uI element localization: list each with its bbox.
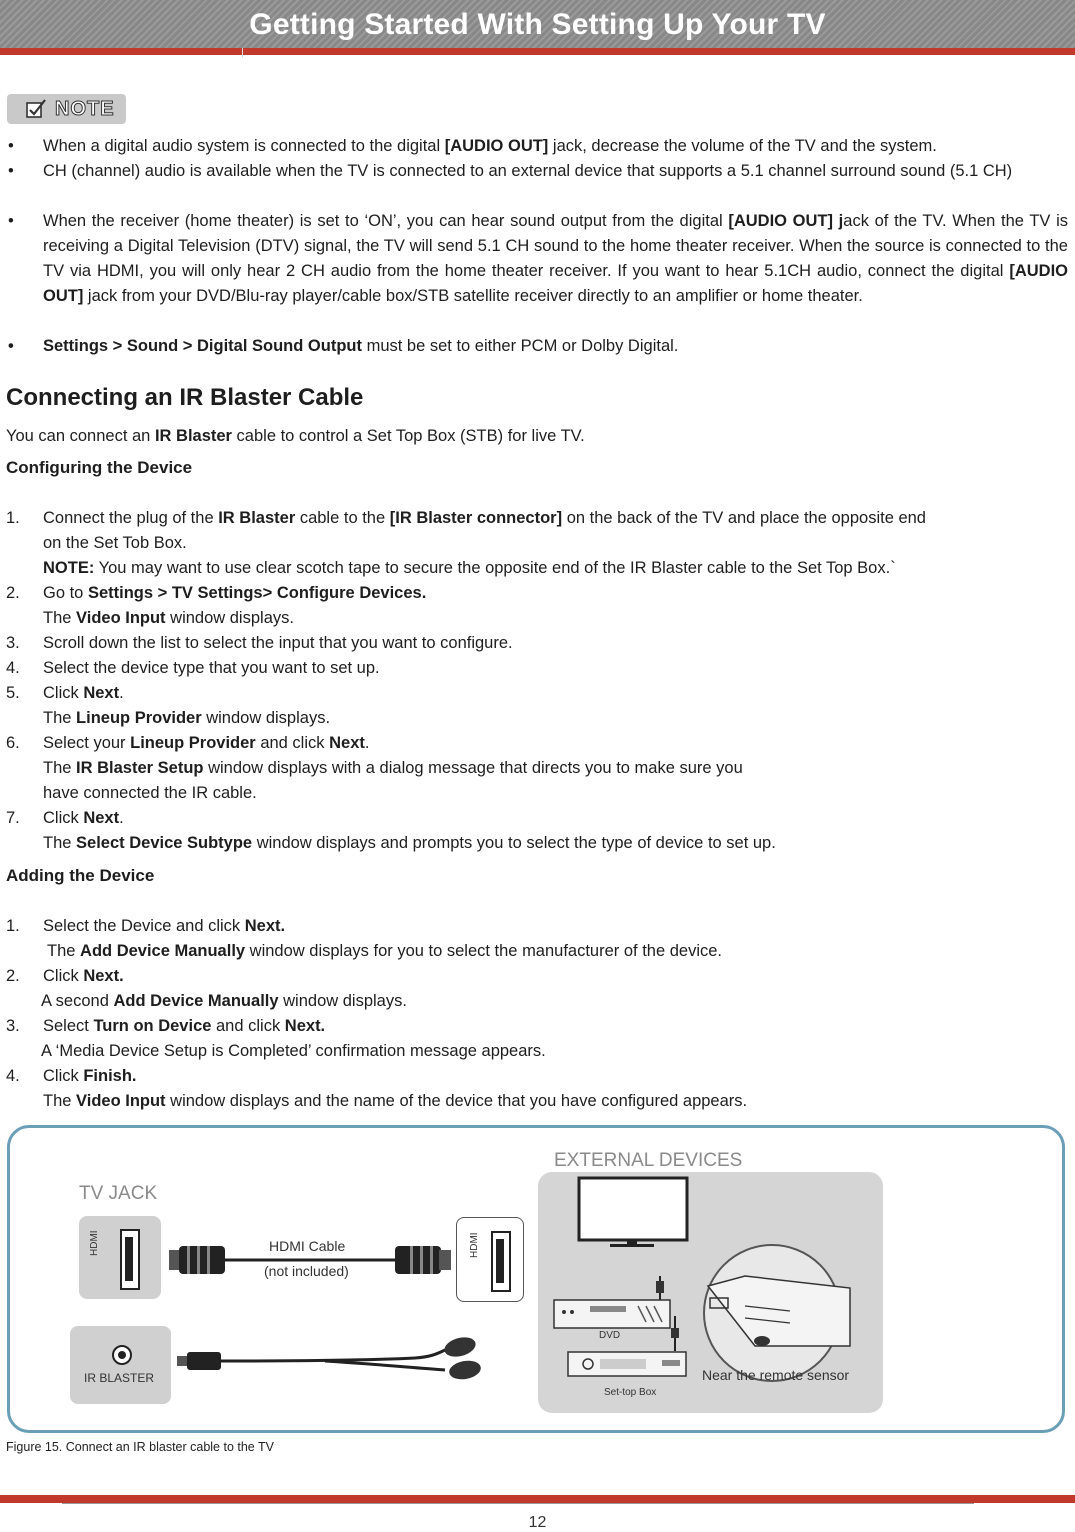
- header-tick: [242, 48, 243, 58]
- step-number: 4.: [6, 1067, 20, 1085]
- bullet-dot: •: [8, 137, 14, 155]
- config-step-2-sub: The Video Input window displays.: [43, 609, 294, 627]
- header-divider: [0, 48, 1075, 55]
- dvd-icon: [554, 1300, 670, 1328]
- hdmi-port-icon: [120, 1229, 140, 1290]
- near-remote-sensor-label: Near the remote sensor: [702, 1367, 850, 1383]
- step-number: 1.: [6, 509, 20, 527]
- ir-blaster-cable-icon: [175, 1330, 495, 1390]
- page-number: 12: [528, 1514, 547, 1531]
- config-step-7-sub: The Select Device Subtype window displays and prompts you to select the type of device to set up.: [43, 834, 776, 852]
- add-step-2-sub: A second Add Device Manually window displays.: [41, 992, 407, 1010]
- figure-caption: Figure 15. Connect an IR blaster cable to the TV: [6, 1440, 274, 1454]
- ir-jack-icon: [112, 1345, 132, 1365]
- step-number: 1.: [6, 917, 20, 935]
- set-top-box-label: Set-top Box: [604, 1387, 657, 1398]
- add-step-4: Click Finish.: [43, 1067, 137, 1085]
- config-step-4: Select the device type that you want to set up.: [43, 659, 380, 677]
- config-step-1-line2: on the Set Tob Box.: [43, 534, 187, 552]
- hdmi-cable-label: HDMI Cable: [269, 1238, 346, 1254]
- note-badge: [7, 94, 126, 124]
- add-step-1-sub: The Add Device Manually window displays for you to select the manufacturer of the device.: [47, 942, 723, 960]
- config-step-5: Click Next.: [43, 684, 124, 702]
- note-bullet-4: Settings > Sound > Digital Sound Output must be set to either PCM or Dolby Digital.: [43, 337, 679, 355]
- note-label: NOTE: [55, 98, 115, 120]
- hdmi-port-icon: [491, 1231, 511, 1292]
- configuring-heading: Configuring the Device: [6, 458, 193, 477]
- config-step-1: Connect the plug of the IR Blaster cable to the [IR Blaster connector] on the back of the TV and place the opposite end: [43, 509, 926, 527]
- note-bullet-1: When a digital audio system is connected to the digital [AUDIO OUT] jack, decrease the volume of the TV and the system.: [43, 137, 937, 155]
- set-top-box-icon: [568, 1352, 686, 1376]
- hdmi-port-label: HDMI: [89, 1230, 100, 1256]
- tv-hdmi-port: [79, 1216, 161, 1299]
- device-hdmi-port: [456, 1217, 524, 1302]
- config-step-6-sub: The IR Blaster Setup window displays with a dialog message that directs you to make sure you: [43, 759, 743, 777]
- external-devices-label: EXTERNAL DEVICES: [554, 1150, 743, 1171]
- add-step-3-sub: A ‘Media Device Setup is Completed’ confirmation message appears.: [41, 1042, 546, 1060]
- add-step-3: Select Turn on Device and click Next.: [43, 1017, 326, 1035]
- step-number: 2.: [6, 967, 20, 985]
- add-step-1: Select the Device and click Next.: [43, 917, 286, 935]
- section-title: Connecting an IR Blaster Cable: [6, 384, 364, 411]
- step-number: 6.: [6, 734, 20, 752]
- footer-divider: [0, 1495, 1075, 1503]
- add-step-2: Click Next.: [43, 967, 124, 985]
- config-step-7: Click Next.: [43, 809, 124, 827]
- bullet-dot: •: [8, 162, 14, 180]
- tv-jack-label: TV JACK: [79, 1183, 158, 1204]
- ir-blaster-label: IR BLASTER: [84, 1371, 155, 1385]
- step-number: 2.: [6, 584, 20, 602]
- section-intro: You can connect an IR Blaster cable to control a Set Top Box (STB) for live TV.: [6, 427, 585, 445]
- config-step-2: Go to Settings > TV Settings> Configure Devices.: [43, 584, 427, 602]
- ir-blaster-port: [70, 1326, 171, 1404]
- hdmi-port-label: HDMI: [469, 1232, 480, 1258]
- note-bullet-2: CH (channel) audio is available when the TV is connected to an external device that supports a 5.1 channel surround sound (5.1 CH): [43, 162, 1013, 180]
- config-step-6: Select your Lineup Provider and click Next.: [43, 734, 370, 752]
- step-number: 5.: [6, 684, 20, 702]
- config-step-1-note: NOTE: You may want to use clear scotch tape to secure the opposite end of the IR Blaster cable to the Set Top Box.`: [43, 559, 896, 577]
- bullet-dot: •: [8, 337, 14, 355]
- magnifier-icon: [704, 1245, 850, 1381]
- step-number: 3.: [6, 634, 20, 652]
- config-step-3: Scroll down the list to select the input that you want to configure.: [43, 634, 513, 652]
- page-title: Getting Started With Setting Up Your TV: [249, 8, 826, 41]
- config-step-5-sub: The Lineup Provider window displays.: [43, 709, 331, 727]
- step-number: 3.: [6, 1017, 20, 1035]
- bullet-dot: •: [8, 212, 14, 230]
- step-number: 4.: [6, 659, 20, 677]
- checkbox-pencil-icon: [25, 98, 47, 120]
- step-number: 7.: [6, 809, 20, 827]
- footer-rule: [62, 1503, 974, 1504]
- not-included-label: (not included): [264, 1263, 349, 1279]
- config-step-6-sub-line2: have connected the IR cable.: [43, 784, 257, 802]
- add-step-4-sub: The Video Input window displays and the name of the device that you have configured appears.: [43, 1092, 748, 1110]
- note-bullet-3: When the receiver (home theater) is set to ‘ON’, you can hear sound output from the digital [AUDIO OUT] jack of the TV. When the TV is receiving a Digital Television (DTV) signal, the TV will send 5.1 CH sound to the home theater receiver. When the source is connected to the TV via HDMI, you will only hear 2 CH audio from the home theater receiver. If you want to hear 5.1CH audio, connect the digital [AUDIO OUT] jack from your DVD/Blu-ray player/cable box/STB satellite receiver directly to an amplifier or home theater.: [43, 212, 1068, 305]
- adding-heading: Adding the Device: [6, 866, 155, 885]
- dvd-label: DVD: [599, 1330, 621, 1341]
- tv-icon: [579, 1178, 687, 1247]
